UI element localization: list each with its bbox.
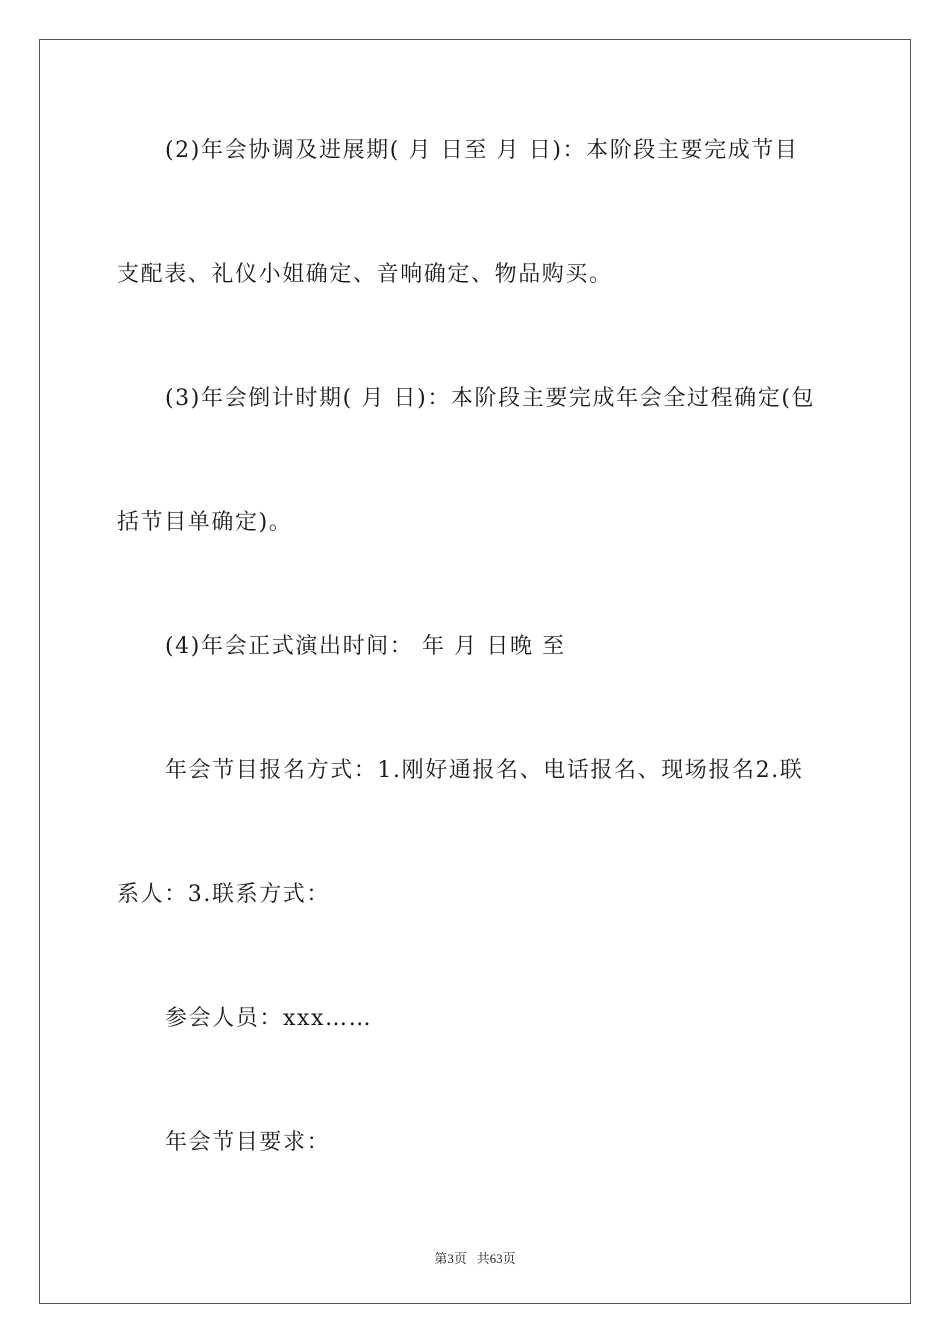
paragraph-line-4: 括节目单确定)。 <box>117 510 293 535</box>
paragraph-line-5: (4)年会正式演出时间： 年 月 日晚 至 <box>165 634 566 659</box>
paragraph-line-8: 参会人员：xxx…… <box>165 1006 373 1031</box>
paragraph-line-2: 支配表、礼仪小姐确定、音响确定、物品购买。 <box>117 262 613 287</box>
paragraph-line-3: (3)年会倒计时期( 月 日)：本阶段主要完成年会全过程确定(包 <box>165 386 816 411</box>
paragraph-line-9: 年会节目要求： <box>165 1130 331 1155</box>
page-footer <box>0 1248 950 1267</box>
paragraph-line-1: (2)年会协调及进展期( 月 日至 月 日)：本阶段主要完成节目 <box>165 138 799 163</box>
paragraph-line-7: 系人：3.联系方式： <box>117 882 330 907</box>
paragraph-line-6: 年会节目报名方式：1.刚好通报名、电话报名、现场报名2.联 <box>165 758 804 783</box>
page-number: 第3页 <box>434 1251 467 1266</box>
page-frame <box>39 39 911 1304</box>
page-total: 共63页 <box>476 1251 516 1266</box>
